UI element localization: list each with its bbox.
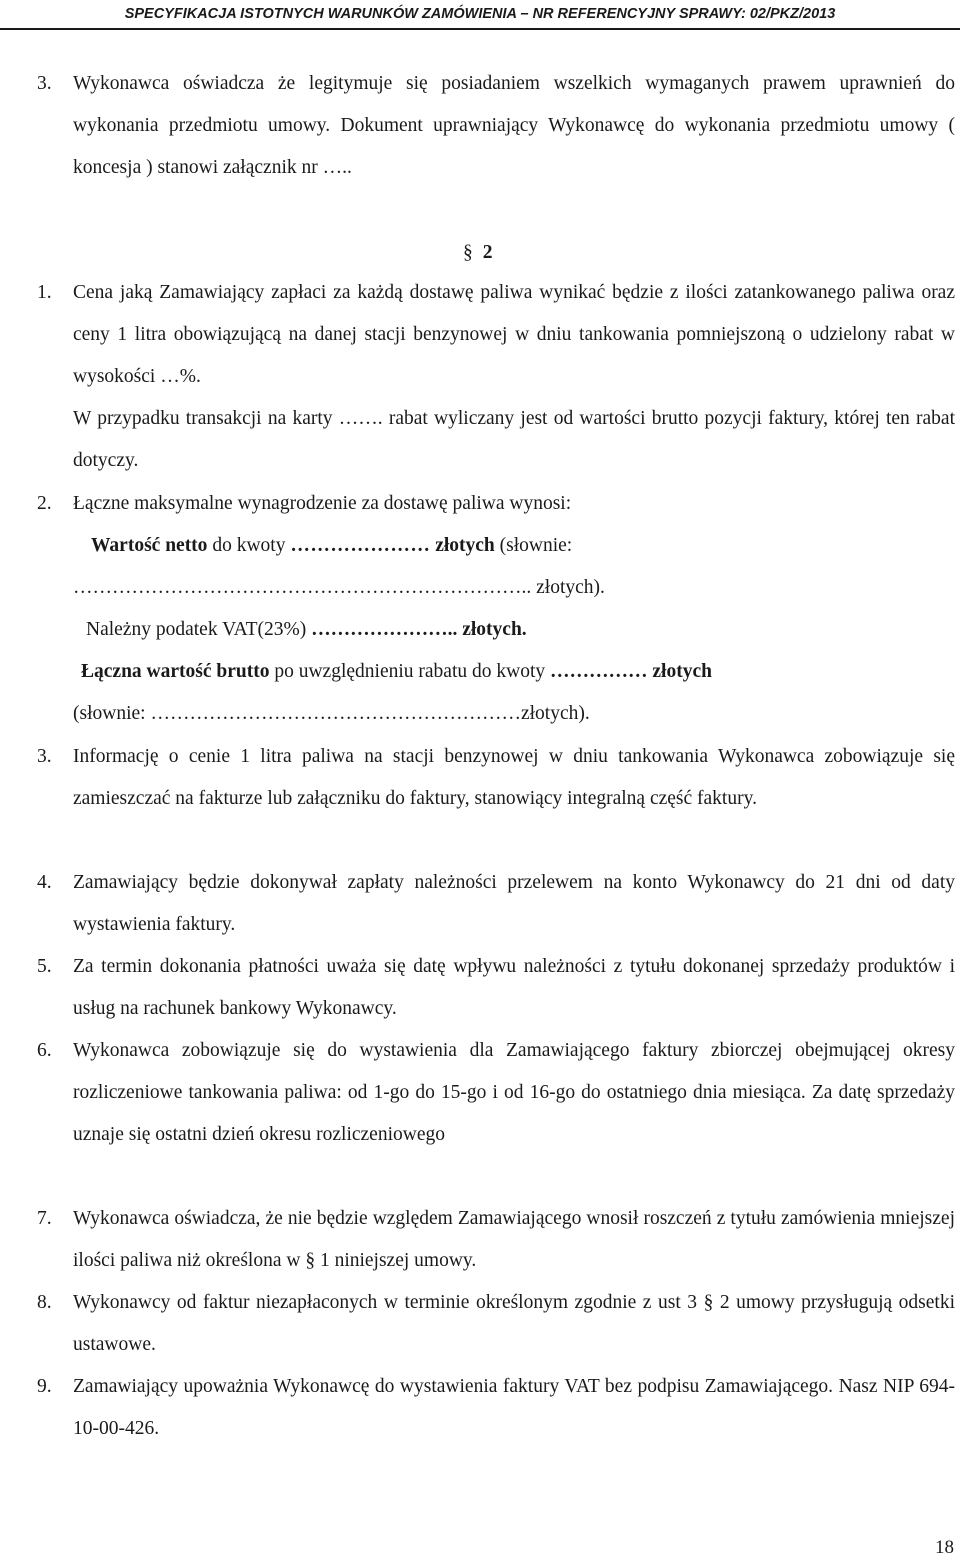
paragraph-item-1: Cena jaką Zamawiający zapłaci za każdą dostawę paliwa wynikać będzie z ilości zatankowanego paliwa oraz ceny 1 litra obowiązującą na danej stacji benzynowej w dniu tankowania pomniejszoną o udzielony rabat w wysokości …%. (73, 282, 955, 387)
brutto-label: Łączna wartość brutto (81, 661, 270, 682)
brutto-dots: …………… (550, 661, 648, 682)
item-number: 6. (37, 1040, 52, 1061)
netto-dots: ………………… (290, 535, 431, 556)
paragraph-item-7: Wykonawca oświadcza, że nie będzie względem Zamawiającego wnosił roszczeń z tytułu zamówienia mniejszej ilości paliwa niż określona w § 1 niniejszej umowy. (73, 1208, 955, 1271)
item-number: 4. (37, 872, 52, 893)
paragraph-item-6: Wykonawca zobowiązuje się do wystawienia dla Zamawiającego faktury zbiorczej obejmującej okresy rozliczeniowe tankowania paliwa: od 1-go do 15-go i od 16-go do ostatniego dnia miesiąca. Za datę sprzedaży uznaje się ostatni dzień okresu rozliczeniowego (73, 1040, 955, 1145)
paragraph-item-9: Zamawiający upoważnia Wykonawcę do wystawienia faktury VAT bez podpisu Zamawiającego. Nasz NIP 694-10-00-426. (73, 1376, 955, 1439)
netto-line (91, 525, 572, 567)
paragraph-item-8: Wykonawcy od faktur niezapłaconych w terminie określonym zgodnie z ust 3 § 2 umowy przysługują odsetki ustawowe. (73, 1292, 955, 1355)
vat-dots: ………………….. złotych. (311, 619, 527, 640)
paragraph-item-5: Za termin dokonania płatności uważa się datę wpływu należności z tytułu dokonanej sprzedaży produktów i usług na rachunek bankowy Wykonawcy. (73, 956, 955, 1019)
item-number: 3. (37, 73, 52, 94)
item-number: 2. (37, 493, 52, 514)
slownie-line: …………………………………………………………….. złotych). (73, 577, 605, 598)
brutto-currency: złotych (647, 661, 712, 682)
netto-label: Wartość netto (91, 535, 208, 556)
vat-label: Należny podatek VAT(23%) (86, 619, 312, 640)
paragraph-item-1-cards: W przypadku transakcji na karty ……. rabat wyliczany jest od wartości brutto pozycji faktury, której ten rabat dotyczy. (73, 408, 955, 471)
netto-mid: do kwoty (207, 535, 291, 556)
paragraph-item-3: Informację o cenie 1 litra paliwa na stacji benzynowej w dniu tankowania Wykonawca zobowiązuje się zamieszczać na fakturze lub załączniku do faktury, stanowiący integralną część faktury. (73, 746, 955, 809)
section-number: 2 (482, 242, 493, 263)
vat-line (86, 609, 527, 651)
netto-slownie-label: (słownie: (494, 535, 573, 556)
item-number: 1. (37, 282, 52, 303)
page-number: 18 (935, 1537, 954, 1558)
item-number: 5. (37, 956, 52, 977)
paragraph-prev-3: Wykonawca oświadcza że legitymuje się posiadaniem wszelkich wymaganych prawem uprawnień do wykonania przedmiotu umowy. Dokument uprawniający Wykonawcę do wykonania przedmiotu umowy ( koncesja ) stanowi załącznik nr ….. (73, 73, 955, 178)
item-number: 9. (37, 1376, 52, 1397)
section-heading (463, 232, 493, 274)
document-header: SPECYFIKACJA ISTOTNYCH WARUNKÓW ZAMÓWIENIA – NR REFERENCYJNY SPRAWY: 02/PKZ/2013 (124, 6, 836, 22)
brutto-line (81, 651, 712, 693)
item-number: 3. (37, 746, 52, 767)
section-symbol: § (463, 242, 473, 263)
paragraph-item-4: Zamawiający będzie dokonywał zapłaty należności przelewem na konto Wykonawcy do 21 dni od daty wystawienia faktury. (73, 872, 955, 935)
item-number: 7. (37, 1208, 52, 1229)
header-rule (0, 28, 960, 30)
brutto-slownie-line: (słownie: …………………………………………………złotych). (73, 703, 590, 724)
paragraph-item-2: Łączne maksymalne wynagrodzenie za dostawę paliwa wynosi: (73, 493, 572, 514)
item-number: 8. (37, 1292, 52, 1313)
brutto-mid: po uwzględnieniu rabatu do kwoty (269, 661, 550, 682)
netto-currency: złotych (430, 535, 495, 556)
